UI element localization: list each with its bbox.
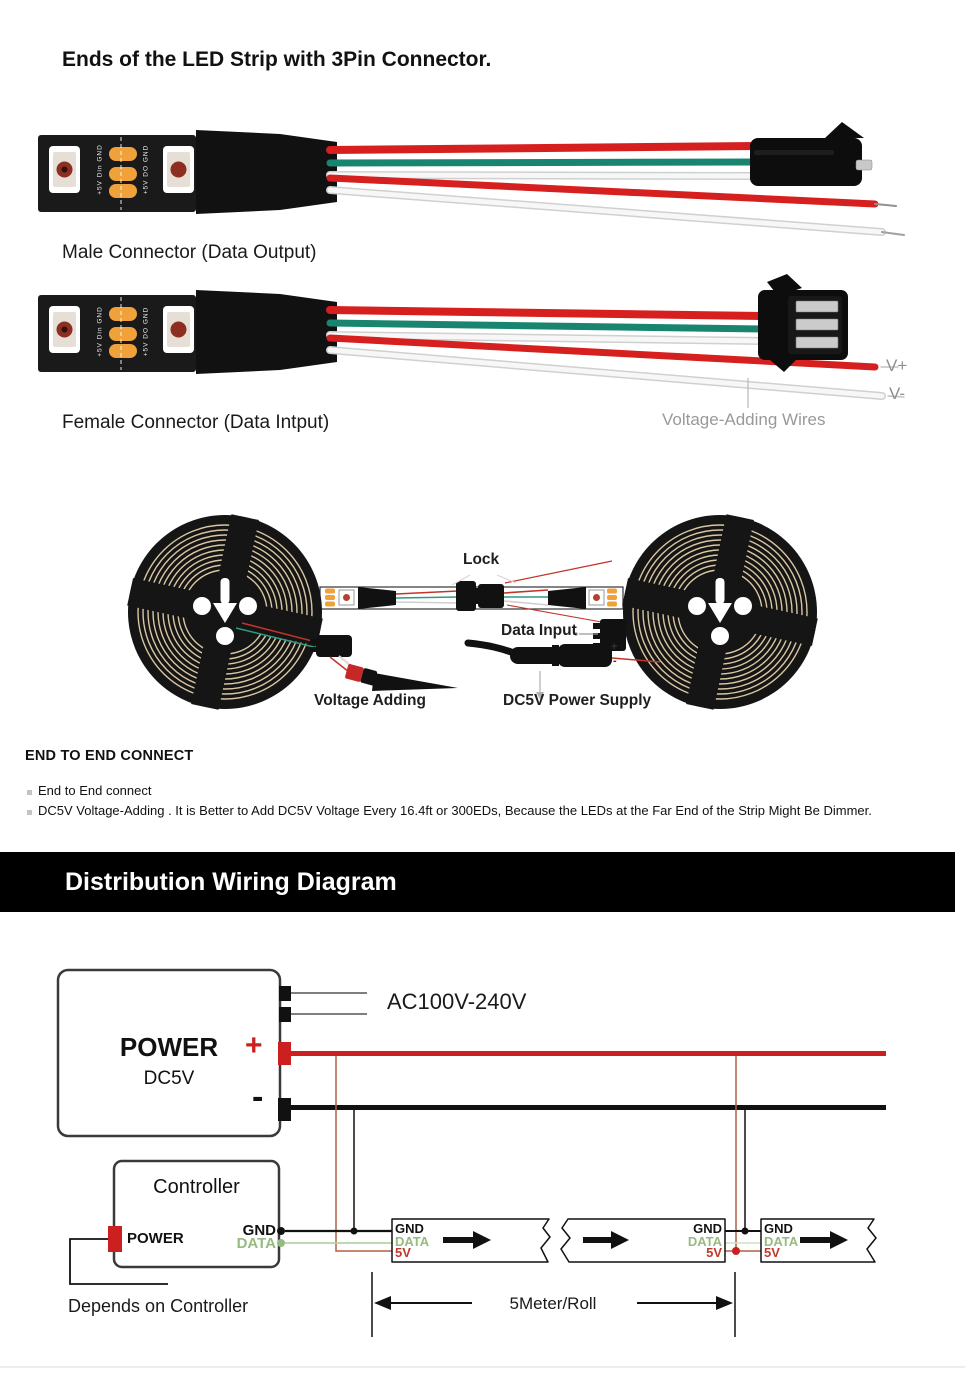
voltage-adding-label: Voltage Adding	[314, 692, 426, 709]
controller-data-label: DATA	[236, 1235, 276, 1252]
male-connector-caption: Male Connector (Data Output)	[62, 242, 317, 263]
heat-shrink-taper	[196, 290, 337, 374]
power-minus-label: -	[252, 1078, 264, 1116]
supply-minus-label: -	[613, 655, 617, 667]
female-connector-caption: Female Connector (Data Intput)	[62, 412, 330, 433]
lock-label: Lock	[463, 551, 500, 568]
ac-voltage-label: AC100V-240V	[387, 989, 527, 1014]
controller-power-label: POWER	[127, 1230, 184, 1247]
voltage-adding-wires-label: Voltage-Adding Wires	[662, 410, 826, 429]
male-connector-photo	[30, 110, 965, 245]
dc5v-power-supply-label: DC5V Power Supply	[503, 692, 652, 709]
banner-title: Distribution Wiring Diagram	[65, 868, 397, 896]
dc5v-power-supply-plug	[468, 643, 660, 699]
power-box-subtitle: DC5V	[143, 1068, 195, 1089]
segment2-gnd-label: GND	[693, 1221, 722, 1236]
segment3-data-label: DATA	[764, 1233, 799, 1249]
end-to-end-diagram	[0, 495, 965, 740]
controller-gnd-label: GND	[242, 1222, 276, 1239]
strip-pad-labels-left: +5V Din GND	[96, 144, 104, 195]
end-to-end-bullet-2: DC5V Voltage-Adding . It is Better to Add DC5V Voltage Every 16.4ft or 300EDs, Because the LEDs at the Far End of the Strip Might Be Dimmer.	[38, 803, 872, 818]
v-plus-label: V+	[886, 356, 908, 375]
connecting-strip	[320, 561, 623, 625]
section-banner	[0, 852, 955, 912]
segment1-5v-label: 5V	[395, 1244, 411, 1260]
female-sm-connector	[758, 274, 848, 372]
end-to-end-heading: END TO END CONNECT	[25, 748, 194, 764]
segment2-5v-label: 5V	[706, 1244, 722, 1260]
depends-on-controller-label: Depends on Controller	[68, 1296, 249, 1316]
v-minus-label: V-	[889, 384, 906, 403]
power-plus-label: +	[245, 1029, 263, 1062]
divider	[0, 1366, 965, 1368]
heat-shrink-taper	[196, 130, 337, 214]
strip-pad-labels-right: +5V DO GND	[142, 306, 150, 357]
supply-plus-label: +	[611, 641, 618, 653]
led-strip	[38, 135, 196, 212]
led-strip	[38, 295, 196, 372]
bullet-icon	[27, 790, 32, 795]
page-title: Ends of the LED Strip with 3Pin Connector.	[62, 48, 492, 71]
bullet-icon	[27, 810, 32, 815]
segment3-5v-label: 5V	[764, 1244, 780, 1260]
controller-title: Controller	[153, 1176, 240, 1198]
power-box-title: POWER	[119, 1032, 219, 1062]
male-sm-connector	[750, 122, 872, 186]
segment1-gnd-label: GND	[395, 1221, 424, 1236]
data-input-label: Data Input	[501, 622, 577, 639]
dimension-label: 5Meter/Roll	[509, 1294, 597, 1313]
end-to-end-bullet-1: End to End connect	[38, 783, 152, 798]
strip-pad-labels-right: +5V DO GND	[142, 144, 150, 195]
segment2-data-label: DATA	[687, 1233, 722, 1249]
segment1-data-label: DATA	[395, 1233, 430, 1249]
strip-pad-labels-left: +5V Din GND	[96, 306, 104, 357]
power-rails	[291, 1051, 886, 1110]
led-reel-left	[110, 497, 340, 727]
segment3-gnd-label: GND	[764, 1221, 793, 1236]
